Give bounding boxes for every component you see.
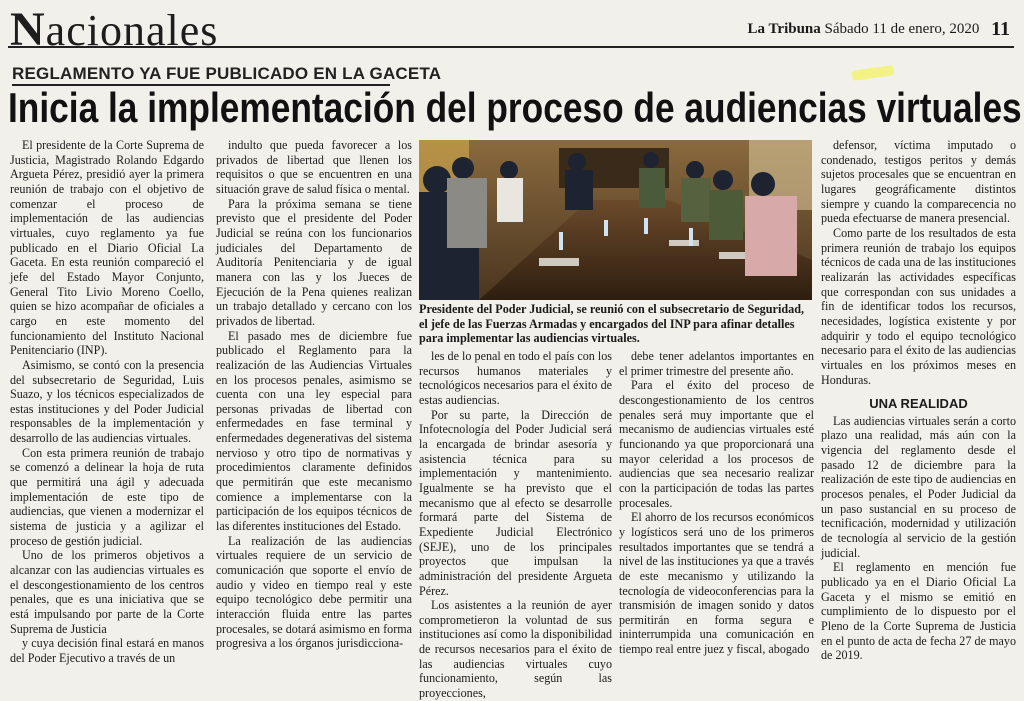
header-rule xyxy=(8,46,1014,48)
highlighter-mark xyxy=(852,65,895,81)
paragraph: Con esta primera reunión de trabajo se comenzó a delinear la hoja de ruta que permitirá una ágil y adecuada implementación de este tipo de audiencias, que vienen a modernizar el sistema de justicia y a agilizar el proceso de gestión judicial. xyxy=(10,445,204,548)
paragraph: El presidente de la Corte Suprema de Justicia, Magistrado Rolando Edgardo Argueta Pérez, presidió ayer la primera reunión de trabajo con el objetivo de comenzar el proceso de implementación de las audiencias virtuales, cuyo reglamento ya fue publicado en el Diario Oficial La Gaceta. En esta reunión compareció el jefe del Estado Mayor Conjunto, General Tito Livio Moreno Coello, quien se hizo acompañar de oficiales a cargo en este momento del funcionamiento del Instituto Nacional Penitenciario (INP). xyxy=(10,138,204,358)
paragraph: debe tener adelantos importantes en el primer trimestre del presente año. xyxy=(619,349,814,378)
article-column-2 xyxy=(216,138,412,651)
paragraph: defensor, víctima imputado o condenado, testigos peritos y demás sujetos procesales que se encuentran en lugares geográficamente distintos siempre y cuando la comparecencia no pueda efectuarse de manera presencial. xyxy=(821,138,1016,226)
issue-date: Sábado 11 de enero, 2020 xyxy=(824,21,980,37)
column-5-top xyxy=(821,138,1016,387)
page-number: 11 xyxy=(991,18,1010,40)
headline: Inicia la implementación del proceso de audiencias virtuales xyxy=(8,84,1022,131)
photo-caption: Presidente del Poder Judicial, se reunió con el subsecretario de Seguridad, el jefe de las Fuerzas Armadas y encargados del INP para afinar detalles para implementar las audiencias virtuales. xyxy=(419,302,805,346)
section-title-initial: N xyxy=(10,3,46,56)
article-column-3 xyxy=(419,349,612,701)
paragraph: indulto que pueda favorecer a los privados de libertad que llenen los requisitos o que se encuentren en una situación grave de salud física o mental. xyxy=(216,138,412,196)
paragraph: El pasado mes de diciembre fue publicado el Reglamento para la realización de las Audiencias Virtuales en los procesos penales, asimismo se cuenta con una ley especial para personas privadas de libertad con enfermedades en fase terminal y enfermedades degenerativas del sistema nervioso y otro tipo de normativas y procedimientos claramente definidos que permitirán que este mecanismo comience a implementarse con la participación de los equipos técnicos de las diferentes instituciones del Estado. xyxy=(216,328,412,534)
paragraph: La realización de las audiencias virtuales requiere de un servicio de comunicación que soporte el envío de audio y video en tiempo real y este equipo tecnológico debe permitir una interacción fluida entre las partes procesales, se dotará asimismo en forma progresiva a los órganos jurisdicciona- xyxy=(216,533,412,651)
paragraph: Por su parte, la Dirección de Infotecnología del Poder Judicial será la encargada de brindar asesoría y asistencia técnica para su implementación y mantenimiento. Igualmente se ha previsto que el mecanismo que al efecto se desarrolle formará parte del Sistema de Expediente Judicial Electrónico (SEJE), uno de los principales proyectos que impulsan la administración del presidente Argueta Pérez. xyxy=(419,407,612,598)
paragraph: les de lo penal en todo el país con los recursos humanos materiales y tecnológicos necesarios para el éxito de estas audiencias. xyxy=(419,349,612,407)
kicker: REGLAMENTO YA FUE PUBLICADO EN LA GACETA xyxy=(12,64,442,83)
article-column-4 xyxy=(619,349,814,657)
paragraph: Para el éxito del proceso de descongestionamiento de los centros penales será muy importante que el mecanismo de audiencias virtuales esté funcionando ya que proporcionará una mayor celeridad a los procesos de audiencias que sea necesario realizar con la participación de todas las partes procesales. xyxy=(619,378,814,510)
news-photo xyxy=(419,140,812,300)
meeting-photo-illustration xyxy=(419,140,812,300)
paragraph: Para la próxima semana se tiene previsto que el presidente del Poder Judicial se reúna con los funcionarios judiciales del Departamento de Auditoría Penitenciaria y de igual manera con las y los Jueces de Ejecución de la Pena quienes realizan un trabajo detallado y cercano con los privados de libertad. xyxy=(216,196,412,328)
paper-name: La Tribuna xyxy=(747,21,821,37)
masthead xyxy=(748,18,1010,41)
article-column-5 xyxy=(821,138,1016,663)
section-title-rest: acionales xyxy=(45,6,219,55)
paragraph: El ahorro de los recursos económicos y logísticos será uno de los primeros resultados importantes que se tendrá a nivel de las instituciones ya que a través de este mecanismo y utilizando la tecnología de videoconferencias para la transmisión de imagen sonido y datos permitirán en forma segura e ininterrumpida una comunicación en tiempo real entre juez y fiscal, abogado xyxy=(619,510,814,657)
paragraph: y cuya decisión final estará en manos del Poder Ejecutivo a través de un xyxy=(10,636,204,665)
paragraph: Las audiencias virtuales serán a corto plazo una realidad, más aún con la vigencia del reglamento desde el pasado 12 de diciembre para la realización de este tipo de audiencias en procesos penales, el Poder Judicial da un paso sustancial en su proceso de tecnificación, modernidad y utilización de tecnología al servicio de la gestión judicial. xyxy=(821,413,1016,560)
section-title xyxy=(10,2,218,57)
paragraph: Los asistentes a la reunión de ayer comprometieron la voluntad de sus instituciones así como la disponibilidad de recursos necesarios para el éxito de las audiencias virtuales cuyo funcionamiento, según las proyecciones, xyxy=(419,598,612,701)
paragraph: Asimismo, se contó con la presencia del subsecretario de Seguridad, Luis Suazo, y los técnicos especializados de estas instituciones y del Poder Judicial responsables de la implementación y desarrollo de las audiencias virtuales. xyxy=(10,357,204,446)
paragraph: Como parte de los resultados de esta primera reunión de trabajo los equipos técnicos de cada una de las instituciones realizarán las actividades específicas que correspondan con sus unidades a fin de identificar todos los recursos, necesidades, logística existente y por adquirir y todo el equipo tecnológico necesario para el éxito de las audiencias virtuales en los próximos meses en Honduras. xyxy=(821,225,1016,387)
subhead-una-realidad: UNA REALIDAD xyxy=(869,396,968,412)
paragraph: Uno de los primeros objetivos a alcanzar con las audiencias virtuales es el descongestionamiento de los centros penales, que es una iniciativa que se está impulsando por parte de la Corte Suprema de Justicia xyxy=(10,548,204,636)
article-column-1 xyxy=(10,138,204,666)
column-5-bottom xyxy=(821,414,1016,663)
paragraph: El reglamento en mención fue publicado ya en el Diario Oficial La Gaceta y el mismo se emitió en cumplimiento de lo dispuesto por el Pleno de la Corte Suprema de Justicia en el punto de acta de fecha 27 de mayo de 2019. xyxy=(821,560,1016,663)
